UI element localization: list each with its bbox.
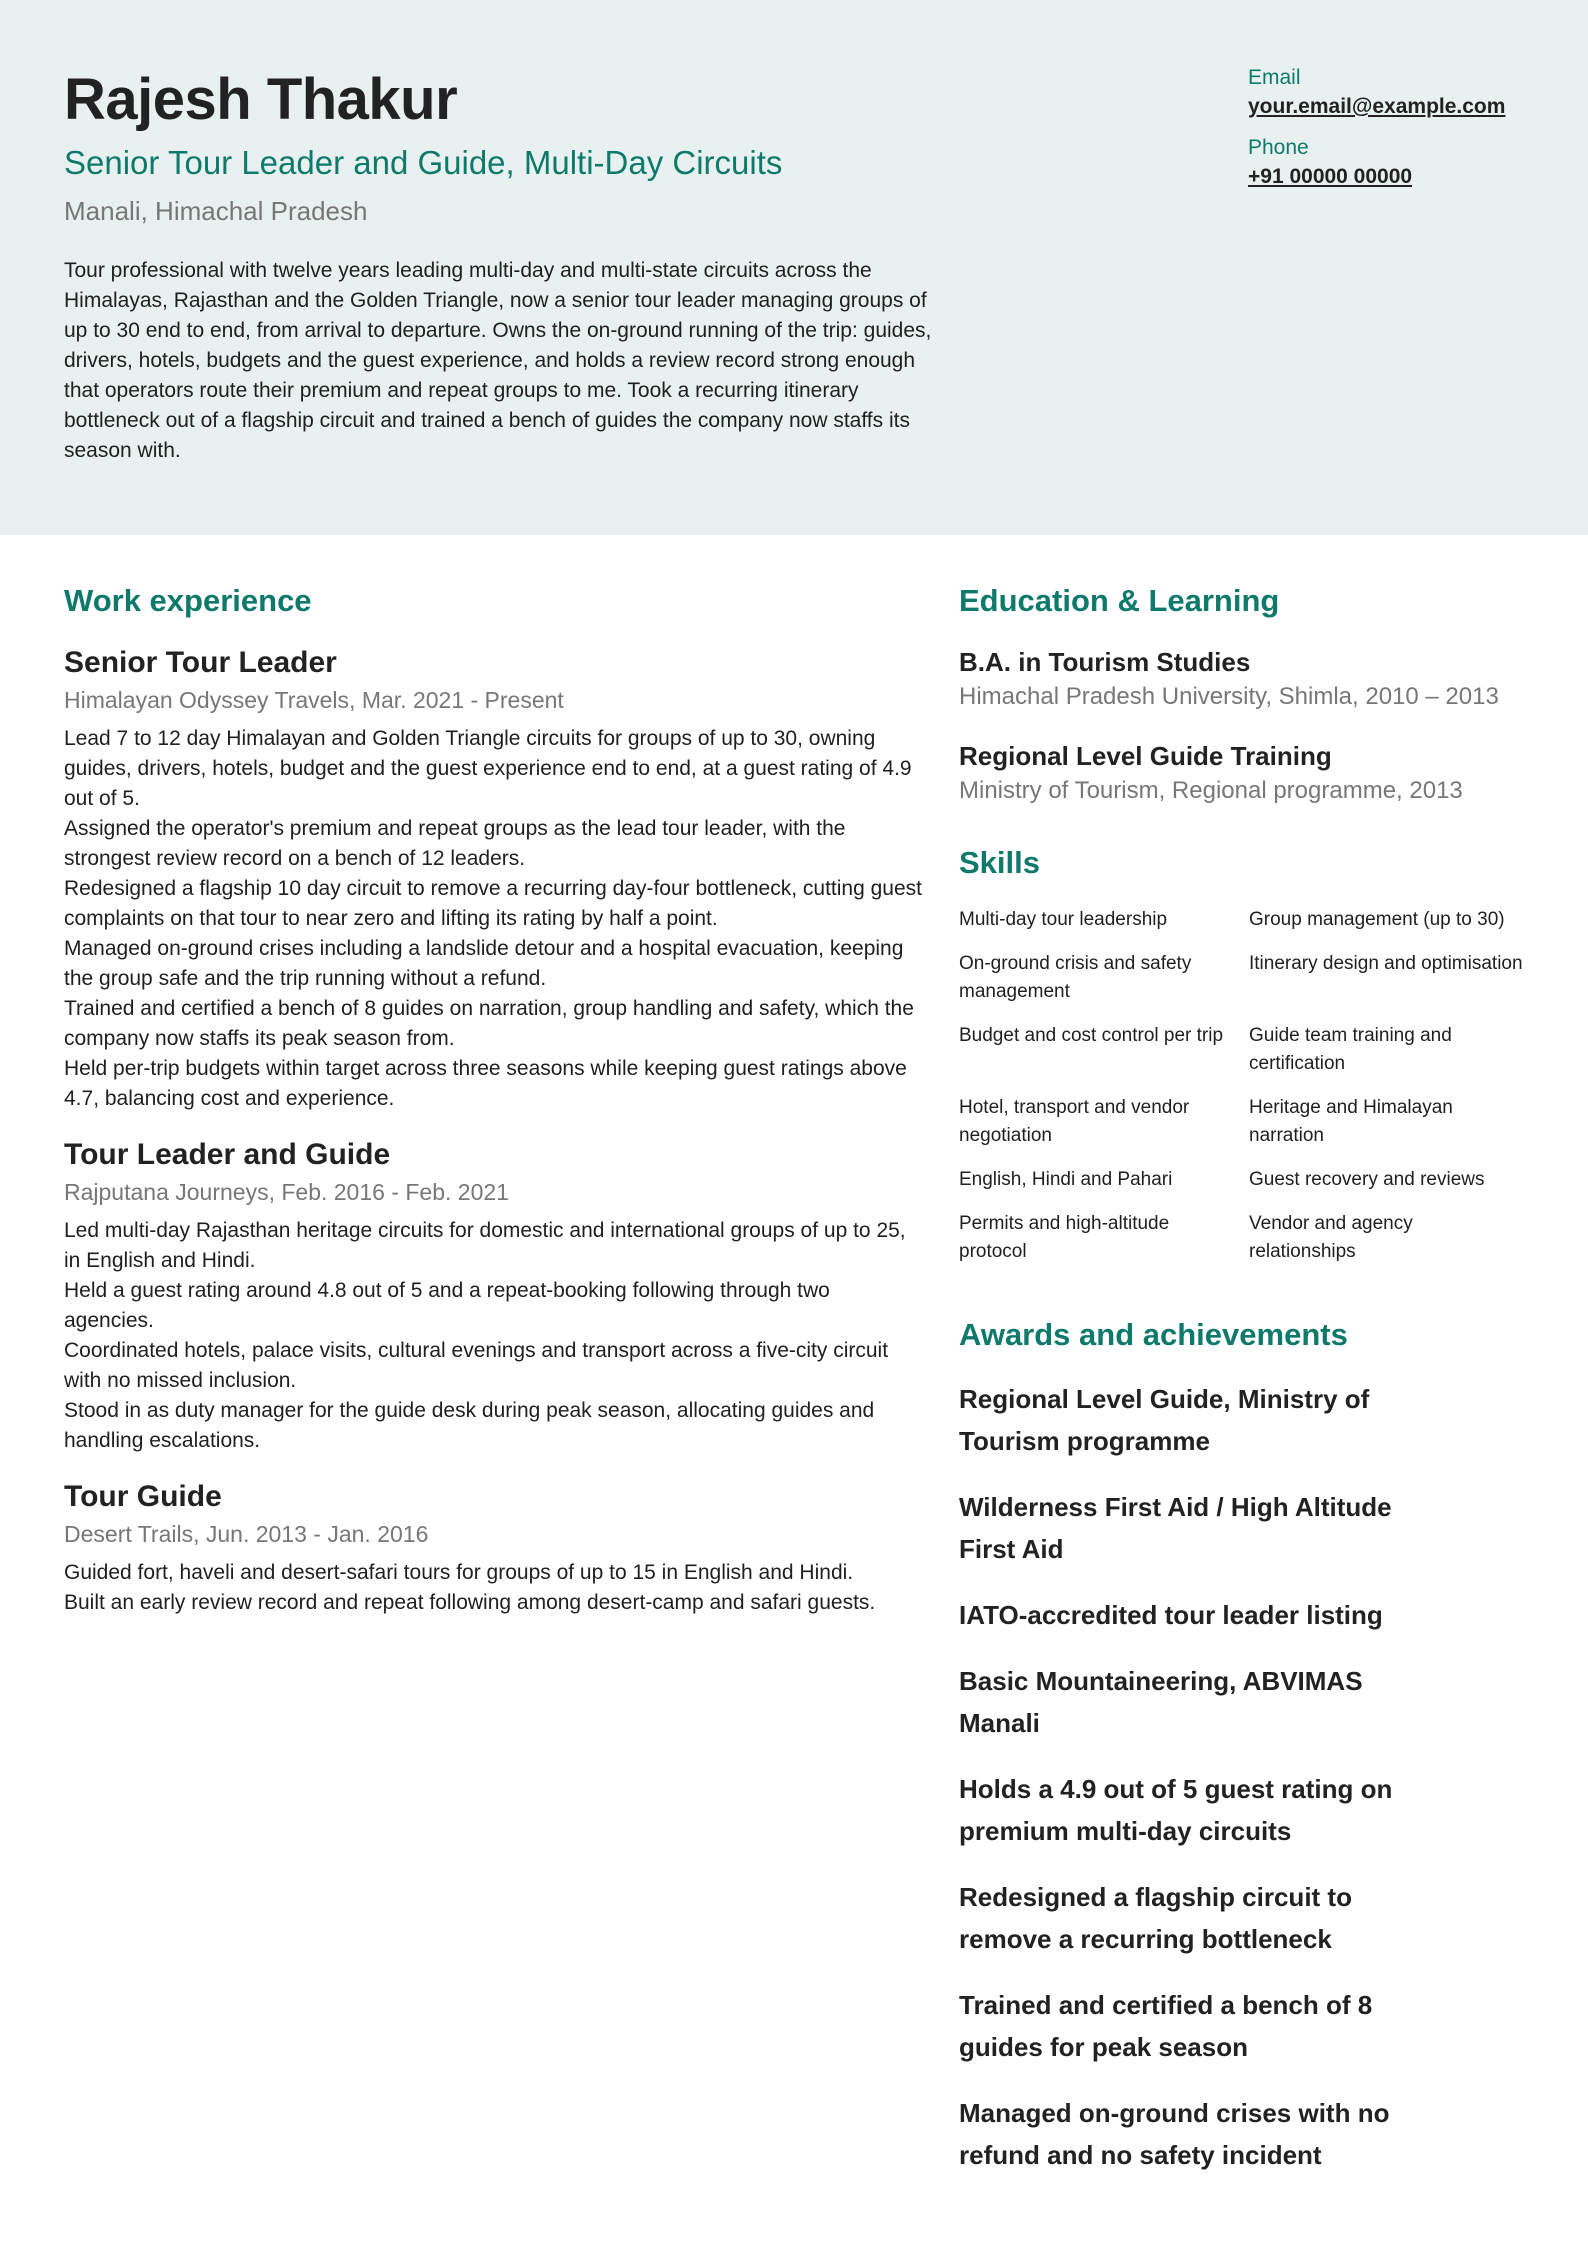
education-entry <box>959 644 1539 714</box>
training-institution: Ministry of Tourism, Regional programme, 2013 <box>959 777 1463 804</box>
award-item: Regional Level Guide, Ministry of Tourism programme <box>959 1384 1370 1456</box>
resume-header <box>0 0 1588 535</box>
award-item: Managed on-ground crises with no refund and no safety incident <box>959 2098 1390 2170</box>
professional-summary: Tour professional with twelve years leading multi-day and multi-state circuits across the Himalayas, Rajasthan and the Golden Triangle, now a senior tour leader managing groups of up to 30 end to end, from arrival to departure. Owns the on-ground running of the trip: guides, drivers, hotels, budgets and the guest experience, and holds a review record strong enough that operators route their premium and repeat groups to me. Took a recurring itinerary bottleneck out of a flagship circuit and trained a bench of guides the company now staffs its season with. <box>64 259 932 462</box>
job-bullet: Redesigned a flagship 10 day circuit to remove a recurring day-four bottleneck, cutting guest complaints on that tour to near zero and lifting its rating by half a point. <box>64 877 922 930</box>
job-bullet: Trained and certified a bench of 8 guides on narration, group handling and safety, which the company now staffs its peak season from. <box>64 997 914 1050</box>
job-entry <box>64 644 924 1114</box>
job-entry <box>64 1136 924 1456</box>
work-experience-heading: Work experience <box>64 583 312 618</box>
job-company-dates: Desert Trails, Jun. 2013 - Jan. 2016 <box>64 1521 429 1547</box>
job-bullet: Led multi-day Rajasthan heritage circuits for domestic and international groups of up to 25, in English and Hindi. <box>64 1219 906 1272</box>
skill-item: English, Hindi and Pahari <box>959 1169 1173 1190</box>
skill-item: Guide team training and certification <box>1249 1025 1452 1074</box>
left-column <box>64 580 924 1640</box>
job-bullet: Held a guest rating around 4.8 out of 5 and a repeat-booking following through two agencies. <box>64 1279 830 1332</box>
job-entry <box>64 1478 924 1618</box>
candidate-headline: Senior Tour Leader and Guide, Multi-Day Circuits <box>64 144 783 181</box>
job-title: Tour Leader and Guide <box>64 1138 391 1171</box>
email-link[interactable]: your.email@example.com <box>1248 95 1506 118</box>
job-bullet: Lead 7 to 12 day Himalayan and Golden Triangle circuits for groups of up to 30, owning guides, drivers, hotels, budget and the guest experience end to end, at a guest rating of 4.9 out of 5. <box>64 727 912 810</box>
job-bullet: Managed on-ground crises including a landslide detour and a hospital evacuation, keeping the group safe and the trip running without a refund. <box>64 937 904 990</box>
skill-item: Itinerary design and optimisation <box>1249 953 1523 974</box>
phone-label: Phone <box>1248 136 1309 159</box>
job-bullet: Guided fort, haveli and desert-safari tours for groups of up to 15 in English and Hindi. <box>64 1561 854 1584</box>
job-company-dates: Himalayan Odyssey Travels, Mar. 2021 - Present <box>64 687 564 713</box>
award-item: Holds a 4.9 out of 5 guest rating on premium multi-day circuits <box>959 1774 1393 1846</box>
degree-institution: Himachal Pradesh University, Shimla, 2010 – 2013 <box>959 683 1499 710</box>
skill-item: Hotel, transport and vendor negotiation <box>959 1097 1190 1146</box>
degree-title: B.A. in Tourism Studies <box>959 647 1251 677</box>
skill-item: On-ground crisis and safety management <box>959 953 1192 1002</box>
skill-item: Heritage and Himalayan narration <box>1249 1097 1453 1146</box>
skills-heading: Skills <box>959 845 1040 880</box>
phone-link[interactable]: +91 00000 00000 <box>1248 165 1413 188</box>
education-heading: Education & Learning <box>959 583 1280 618</box>
job-bullet: Held per-trip budgets within target across three seasons while keeping guest ratings above 4.7, balancing cost and experience. <box>64 1057 907 1110</box>
candidate-location: Manali, Himachal Pradesh <box>64 196 368 226</box>
skill-item: Group management (up to 30) <box>1249 909 1505 930</box>
job-bullet: Stood in as duty manager for the guide desk during peak season, allocating guides and handling escalations. <box>64 1399 875 1452</box>
skill-item: Vendor and agency relationships <box>1249 1213 1413 1262</box>
candidate-name: Rajesh Thakur <box>64 67 458 132</box>
right-column <box>959 580 1539 2200</box>
job-title: Tour Guide <box>64 1480 222 1513</box>
job-title: Senior Tour Leader <box>64 646 337 679</box>
job-bullet: Coordinated hotels, palace visits, cultural evenings and transport across a five-city circuit with no missed inclusion. <box>64 1339 889 1392</box>
skill-item: Budget and cost control per trip <box>959 1025 1224 1046</box>
education-entry <box>959 738 1539 808</box>
award-item: Trained and certified a bench of 8 guides for peak season <box>959 1990 1373 2062</box>
job-company-dates: Rajputana Journeys, Feb. 2016 - Feb. 2021 <box>64 1179 509 1205</box>
skill-item: Multi-day tour leadership <box>959 909 1168 930</box>
skill-item: Guest recovery and reviews <box>1249 1169 1485 1190</box>
training-title: Regional Level Guide Training <box>959 741 1332 771</box>
job-bullet: Built an early review record and repeat following among desert-camp and safari guests. <box>64 1591 876 1614</box>
contact-block <box>1248 64 1505 204</box>
award-item: Wilderness First Aid / High Altitude First Aid <box>959 1492 1392 1564</box>
award-item: IATO-accredited tour leader listing <box>959 1600 1383 1630</box>
email-label: Email <box>1248 66 1301 89</box>
award-item: Basic Mountaineering, ABVIMAS Manali <box>959 1666 1363 1738</box>
skills-grid <box>959 906 1539 1266</box>
awards-heading: Awards and achievements <box>959 1317 1348 1352</box>
job-bullet: Assigned the operator's premium and repeat groups as the lead tour leader, with the strongest review record on a bench of 12 leaders. <box>64 817 846 870</box>
skill-item: Permits and high-altitude protocol <box>959 1213 1170 1262</box>
award-item: Redesigned a flagship circuit to remove a recurring bottleneck <box>959 1882 1352 1954</box>
